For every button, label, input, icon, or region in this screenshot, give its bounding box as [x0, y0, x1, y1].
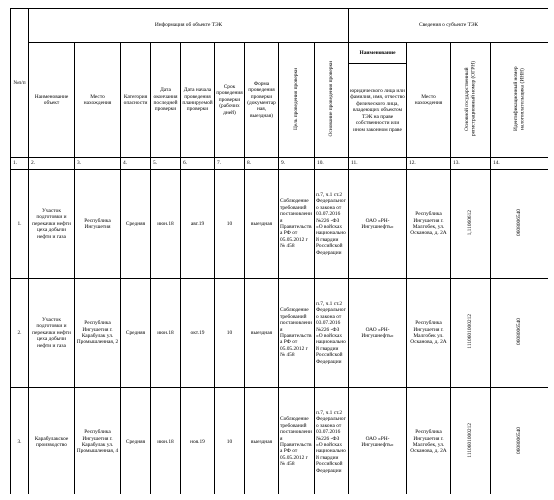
inspection-plan-table — [10, 8, 548, 494]
header-basis-text: Основание проведения проверки — [328, 61, 335, 137]
inspection-plan-sheet — [10, 8, 548, 494]
header-start-date: Дата начала проведения планируемой проверки — [181, 43, 215, 158]
header-num: №п/п — [11, 9, 29, 158]
row-name: Участок подготовки и перекачки нефти цеха добычи нефти и газа — [29, 279, 75, 388]
header-ogrn-text: Основной государственный регистрационный номер (ОГРН) — [464, 61, 477, 137]
row-basis: п.7, ч.1 ст.2 Федерального закона от 03.07.2016 №226 -ФЗ «О войсках национальной гвардии Российской Федерации — [315, 388, 349, 495]
header-subject-group: Сведения о субъекте ТЭК — [349, 9, 549, 43]
row-basis: п.7, ч.1 ст.2 Федерального закона от 03.07.2016 №226 -ФЗ «О войсках национальной гвардии Российской Федерации — [315, 170, 349, 279]
table-row — [11, 388, 549, 495]
row-inn — [491, 170, 549, 279]
col-number: 2. — [29, 158, 75, 170]
row-category: Средняя — [121, 170, 151, 279]
header-subject-name-head: Наименование — [349, 43, 407, 64]
row-ogrn — [451, 279, 491, 388]
header-subject-name-body: юридического лица или фамилия, имя, отчество физического лица, владеющих объектом ТЭК на праве собственности или ином законном праве — [349, 64, 407, 158]
col-number: 4. — [121, 158, 151, 170]
header-location: Место нахождения — [75, 43, 121, 158]
row-subject-location: Республика Ингушетия г. Малгобек, ул. Осканова, д. 2А — [407, 388, 451, 495]
row-last-check: июн.18 — [151, 279, 181, 388]
header-form: Форма проведения проверки (документарная, выездная) — [245, 43, 279, 158]
col-number: 1. — [11, 158, 29, 170]
row-subject: ОАО «РН-Ингушнефть» — [349, 170, 407, 279]
row-inn — [491, 388, 549, 495]
row-inn-text: 0608006540 — [516, 318, 523, 346]
row-form: выездная — [245, 279, 279, 388]
row-last-check: июн.18 — [151, 388, 181, 495]
row-name: Карабулакское производство — [29, 388, 75, 495]
row-purpose: Соблюдение требований постановления Правительства РФ от 05.05.2012 г № 458 — [279, 279, 315, 388]
col-number: 9. — [279, 158, 315, 170]
header-inn — [491, 43, 549, 158]
table-row — [11, 170, 549, 279]
col-number: 3. — [75, 158, 121, 170]
header-basis — [315, 43, 349, 158]
row-ogrn-text: 1110601000212 — [467, 423, 474, 459]
row-inn-text: 0608006540 — [516, 427, 523, 455]
row-start-date: ноя.19 — [181, 388, 215, 495]
col-number: 14. — [491, 158, 549, 170]
table-row — [11, 279, 549, 388]
col-number: 13. — [451, 158, 491, 170]
row-form: выездная — [245, 388, 279, 495]
header-inn-text: Идентификационный номер налогоплательщика (ИНН) — [513, 66, 526, 132]
header-category: Категория опасности — [121, 43, 151, 158]
row-form: выездная — [245, 170, 279, 279]
row-last-check: июн.18 — [151, 170, 181, 279]
row-num: 1. — [11, 170, 29, 279]
header-ogrn — [451, 43, 491, 158]
row-start-date: авг.19 — [181, 170, 215, 279]
row-purpose: Соблюдение требований постановления Правительства РФ от 05.05.2012 г № 458 — [279, 388, 315, 495]
header-purpose-text: Цель проведения проверки — [293, 67, 300, 130]
row-location: Республика Ингушетия г. Карабулак ул. Промышленная, 2 — [75, 279, 121, 388]
row-duration: 10 — [215, 388, 245, 495]
row-subject-location: Республика Ингушетия г. Малгобек, ул. Осканова, д. 2А — [407, 170, 451, 279]
row-location: Республика Ингушетия г. Карабулак ул. Промышленная, 4 — [75, 388, 121, 495]
row-inn — [491, 279, 549, 388]
col-number: 5. — [151, 158, 181, 170]
row-num: 3. — [11, 388, 29, 495]
col-number: 8. — [245, 158, 279, 170]
col-number: 6. — [181, 158, 215, 170]
col-number: 7. — [215, 158, 245, 170]
header-subject-location: Место нахождения — [407, 43, 451, 158]
header-group-row — [11, 9, 549, 43]
header-last-check: Дата окончания последней проверки — [151, 43, 181, 158]
col-number: 12. — [407, 158, 451, 170]
row-name: Участок подготовки и перекачки нефти цеха добычи нефти и газа — [29, 170, 75, 279]
row-basis: п.7, ч.1 ст.2 Федерального закона от 03.07.2016 №226 -ФЗ «О войсках национальной гвардии Российской Федерации — [315, 279, 349, 388]
row-subject-location: Республика Ингушетия г. Малгобек ул. Осканова, д. 2А — [407, 279, 451, 388]
col-number: 11. — [349, 158, 407, 170]
header-purpose — [279, 43, 315, 158]
row-subject: ОАО «РН-Ингушнефть» — [349, 279, 407, 388]
row-num: 2. — [11, 279, 29, 388]
column-number-row — [11, 158, 549, 170]
row-category: Средняя — [121, 388, 151, 495]
header-sub-row — [11, 43, 549, 64]
row-ogrn — [451, 388, 491, 495]
row-subject: ОАО «РН-Ингушнефть» — [349, 388, 407, 495]
row-ogrn — [451, 170, 491, 279]
row-ogrn-text: 1,11060612 — [467, 210, 474, 236]
row-inn-text: 0608006540 — [516, 209, 523, 237]
row-category: Средняя — [121, 279, 151, 388]
col-number: 10. — [315, 158, 349, 170]
row-duration: 10 — [215, 170, 245, 279]
row-start-date: окт.19 — [181, 279, 215, 388]
header-object-group: Информация об объекте ТЭК — [29, 9, 349, 43]
header-duration: Срок проведения проверки (рабочих дней) — [215, 43, 245, 158]
row-purpose: Соблюдение требований постановления Правительства РФ от 05.05.2012 г № 458 — [279, 170, 315, 279]
row-location: Республика Ингушетия — [75, 170, 121, 279]
row-ogrn-text: 1110601000212 — [467, 314, 474, 350]
row-duration: 10 — [215, 279, 245, 388]
header-name: Наименование объект — [29, 43, 75, 158]
